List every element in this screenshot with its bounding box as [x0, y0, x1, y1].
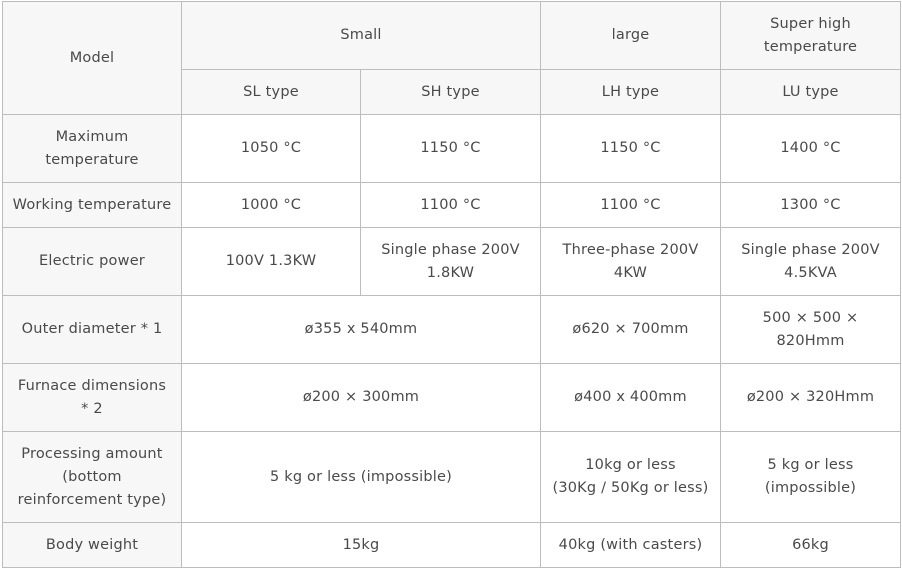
- cell-value: ø200 × 300mm: [302, 389, 420, 405]
- cell-max-temp-sh: [361, 115, 541, 183]
- cell-work-temp-lu: [721, 183, 901, 228]
- group-super-high-header: [721, 2, 901, 70]
- cell-outer-diameter-lh: [541, 296, 721, 364]
- cell-max-temp-lh: [541, 115, 721, 183]
- header-row-groups: [3, 2, 901, 70]
- cell-power-sl: [182, 228, 361, 296]
- spec-table: [2, 1, 901, 568]
- row-label-text: Electric power: [39, 253, 145, 269]
- cell-processing-lu: [721, 432, 901, 523]
- cell-power-sh: [361, 228, 541, 296]
- row-label-line: Processing amount: [21, 445, 163, 462]
- group-small-label: Small: [340, 27, 382, 43]
- cell-value: 66kg: [792, 536, 829, 553]
- cell-value: ø200 × 320Hmm: [746, 389, 875, 405]
- cell-value: 100V 1.3KW: [225, 253, 317, 269]
- cell-value: 1000 °C: [240, 196, 302, 213]
- cell-value-line: Single phase 200V: [381, 241, 520, 258]
- cell-value: 1050 °C: [240, 140, 302, 156]
- row-label-text: Outer diameter * 1: [21, 321, 163, 337]
- row-label-text: Working temperature: [12, 196, 172, 213]
- table-row-body-weight: [3, 523, 901, 568]
- table-row-furnace-dimensions: [3, 364, 901, 432]
- row-label-line: reinforcement type): [17, 491, 167, 508]
- cell-value-line: 10kg or less: [585, 457, 676, 473]
- cell-value-line: 4KW: [613, 264, 648, 281]
- table-row-electric-power: [3, 228, 901, 296]
- row-label-processing-amount: [3, 432, 182, 523]
- cell-work-temp-sh: [361, 183, 541, 228]
- row-label-working-temperature: [3, 183, 182, 228]
- cell-furnace-lu: [721, 364, 901, 432]
- row-label-line: Maximum: [55, 128, 129, 145]
- row-label-body-weight: [3, 523, 182, 568]
- type-header-lh: [541, 70, 721, 115]
- cell-value: 40kg (with casters): [558, 536, 703, 553]
- row-label-max-temperature: [3, 115, 182, 183]
- cell-value-line: 1.8KW: [426, 264, 475, 281]
- table-row-outer-diameter: [3, 296, 901, 364]
- cell-processing-lh: [541, 432, 721, 523]
- table-row-max-temperature: [3, 115, 901, 183]
- row-label-electric-power: [3, 228, 182, 296]
- row-label-line: temperature: [45, 151, 139, 168]
- cell-value-line: (30Kg / 50Kg or less): [552, 480, 709, 496]
- row-label-line: Furnace dimensions: [17, 377, 167, 394]
- cell-value-line: Single phase 200V: [741, 241, 880, 258]
- model-label: Model: [69, 49, 115, 66]
- cell-power-lh: [541, 228, 721, 296]
- type-label-sh: SH type: [421, 83, 480, 100]
- cell-value: ø620 × 700mm: [572, 321, 689, 337]
- table-row-processing-amount: [3, 432, 901, 523]
- cell-value: 1100 °C: [600, 196, 661, 213]
- cell-value: ø400 x 400mm: [574, 389, 687, 405]
- cell-max-temp-sl: [182, 115, 361, 183]
- cell-value: 1150 °C: [600, 140, 661, 156]
- cell-value: 1300 °C: [780, 196, 841, 213]
- group-super-high-label-line2: temperature: [763, 38, 858, 55]
- row-label-line: * 2: [81, 400, 103, 417]
- type-header-sh: [361, 70, 541, 115]
- cell-value: 5 kg or less (impossible): [270, 468, 452, 485]
- group-small-header: [182, 2, 541, 70]
- cell-power-lu: [721, 228, 901, 296]
- row-label-furnace-dimensions: [3, 364, 182, 432]
- cell-processing-small: [182, 432, 541, 523]
- model-header: [3, 2, 182, 115]
- row-label-outer-diameter: [3, 296, 182, 364]
- cell-value: 1400 °C: [780, 140, 841, 156]
- cell-furnace-small: [182, 364, 541, 432]
- cell-value-line: 4.5KVA: [784, 264, 837, 281]
- type-label-sl: SL type: [243, 83, 299, 100]
- cell-weight-lh: [541, 523, 721, 568]
- cell-weight-lu: [721, 523, 901, 568]
- group-large-header: [541, 2, 721, 70]
- type-header-sl: [182, 70, 361, 115]
- type-label-lh: LH type: [601, 83, 660, 100]
- cell-work-temp-sl: [182, 183, 361, 228]
- cell-outer-diameter-small: [182, 296, 541, 364]
- row-label-line: (bottom: [62, 468, 122, 485]
- cell-value-line: (impossible): [764, 480, 857, 496]
- cell-value-line: 500 × 500 ×: [762, 309, 859, 326]
- cell-outer-diameter-lu: [721, 296, 901, 364]
- type-header-lu: [721, 70, 901, 115]
- type-label-lu: LU type: [782, 83, 839, 100]
- cell-value: 15kg: [342, 536, 380, 553]
- group-large-label: large: [611, 27, 650, 43]
- cell-weight-small: [182, 523, 541, 568]
- cell-work-temp-lh: [541, 183, 721, 228]
- cell-value-line: 820Hmm: [776, 332, 845, 349]
- cell-max-temp-lu: [721, 115, 901, 183]
- cell-value: 1150 °C: [420, 140, 481, 156]
- cell-value: ø355 x 540mm: [304, 321, 418, 337]
- cell-value: 1100 °C: [420, 196, 481, 213]
- cell-furnace-lh: [541, 364, 721, 432]
- table-row-working-temperature: [3, 183, 901, 228]
- row-label-text: Body weight: [45, 536, 139, 553]
- group-super-high-label-line1: Super high: [770, 15, 851, 32]
- cell-value-line: 5 kg or less: [767, 457, 854, 473]
- cell-value-line: Three-phase 200V: [562, 241, 699, 258]
